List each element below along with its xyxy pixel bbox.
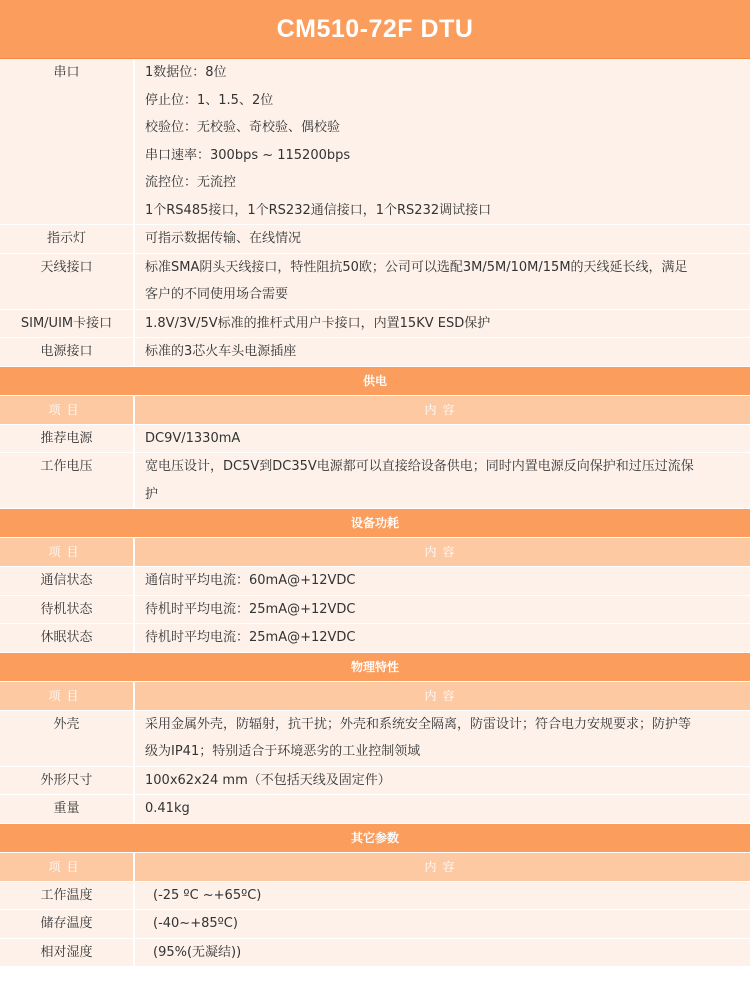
row-content-cell [135,795,750,823]
row-label-cell [0,767,135,795]
row-content-line: 待机时平均电流：25mA@+12VDC [145,630,356,645]
row-content-line: 1.8V/3V/5V标准的推杆式用户卡接口，内置15KV ESD保护 [145,315,491,331]
column-header-item: 项目 [0,853,135,881]
column-header-content: 内容 [135,853,750,881]
row-label-cell [0,338,135,366]
row-label: 串口 [53,65,80,80]
row-content-line: 1个RS485接口，1个RS232通信接口，1个RS232调试接口 [145,202,492,218]
row-label: 推荐电源 [40,430,93,446]
column-header-row [0,682,750,711]
column-header-row [0,396,750,425]
table-row [0,939,750,968]
table-row [0,338,750,367]
row-label: 休眠状态 [40,630,93,645]
table-row [0,767,750,796]
row-label-cell [0,254,135,309]
row-content-cell [135,338,750,366]
table-row [0,596,750,625]
row-label-cell [0,225,135,253]
column-header-item: 项目 [0,682,135,710]
row-content-line: 停止位：1、1.5、2位 [145,92,274,108]
table-row [0,425,750,454]
row-content-line: DC9V/1330mA [145,430,241,446]
row-label: 外形尺寸 [40,772,93,788]
row-content-cell [135,882,750,910]
row-content-line: 通信时平均电流：60mA@+12VDC [145,573,356,588]
table-row [0,310,750,339]
row-content-cell [135,939,750,967]
row-content-line: 护 [145,486,159,502]
row-content-line: 校验位：无校验、奇校验、偶校验 [145,120,341,135]
row-content-line: (95%(无凝结)) [153,944,242,960]
column-header-content: 内容 [135,682,750,710]
row-label: 储存温度 [40,916,93,931]
row-content-line: (-25 ºC ~+65ºC) [153,887,262,903]
row-label-cell [0,453,135,508]
column-header-content: 内容 [135,396,750,424]
row-label-cell [0,596,135,624]
intro-table [0,59,750,367]
row-label-cell [0,310,135,338]
row-label-cell [0,59,135,224]
row-content-cell [135,624,750,652]
row-content-line: 串口速率：300bps ~ 115200bps [145,147,351,163]
row-content-line: 流控位：无流控 [145,175,237,190]
row-label: 待机状态 [40,601,93,617]
row-content-cell [135,59,750,224]
row-content-line: 宽电压设计，DC5V到DC35V电源都可以直接给设备供电；同时内置电源反向保护和过压过流保 [145,459,694,474]
column-header-item: 项目 [0,538,135,566]
row-label-cell [0,567,135,595]
table-row [0,910,750,939]
row-label: 指示灯 [46,231,86,246]
row-content-cell [135,425,750,453]
table-row [0,567,750,596]
row-label: 重量 [53,801,80,816]
row-label-cell [0,795,135,823]
row-content-cell [135,254,750,309]
row-label-cell [0,425,135,453]
row-content-cell [135,910,750,938]
section-title: 设备功耗 [0,509,750,538]
row-content-line: 采用金属外壳，防辐射，抗干扰；外壳和系统安全隔离，防雷设计；符合电力安规要求；防护等 [145,716,692,732]
row-label: 相对湿度 [40,944,93,960]
row-label-cell [0,939,135,967]
row-label: 天线接口 [40,259,93,275]
row-content-line: 100x62x24 mm（不包括天线及固定件） [145,772,391,788]
row-label-cell [0,624,135,652]
table-row [0,59,750,225]
row-content-line: 1数据位：8位 [145,65,227,80]
column-header-row [0,853,750,882]
row-content-cell [135,767,750,795]
section-title: 物理特性 [0,653,750,682]
page-title: CM510-72F DTU [0,0,750,59]
table-row [0,225,750,254]
row-content-line: 可指示数据传输、在线情况 [145,231,302,246]
row-content-line: 标准SMA阴头天线接口，特性阻抗50欧；公司可以选配3M/5M/10M/15M的天线延长线，满足 [145,259,688,275]
row-label: 电源接口 [40,344,93,359]
row-content-line: 客户的不同使用场合需要 [145,287,289,302]
row-content-line: (-40~+85ºC) [153,916,238,931]
row-label: 外壳 [53,716,80,732]
row-content-line: 0.41kg [145,801,190,816]
table-row [0,254,750,310]
column-header-row [0,538,750,567]
table-row [0,795,750,824]
table-row [0,453,750,509]
row-label: 工作电压 [40,459,93,474]
row-content-cell [135,225,750,253]
spec-sections [0,367,750,968]
row-content-cell [135,310,750,338]
row-label: 工作温度 [40,887,93,903]
row-label-cell [0,711,135,766]
row-content-line: 标准的3芯火车头电源插座 [145,344,297,359]
row-content-line: 待机时平均电流：25mA@+12VDC [145,601,356,617]
column-header-content: 内容 [135,538,750,566]
row-label: 通信状态 [40,573,93,588]
row-content-cell [135,711,750,766]
table-row [0,624,750,653]
table-row [0,711,750,767]
row-label-cell [0,882,135,910]
row-content-line: 级为IP41；特别适合于环境恶劣的工业控制领域 [145,744,421,759]
row-content-cell [135,453,750,508]
row-content-cell [135,596,750,624]
row-content-cell [135,567,750,595]
section-title: 其它参数 [0,824,750,853]
row-label: SIM/UIM卡接口 [20,315,113,331]
table-row [0,882,750,911]
column-header-item: 项目 [0,396,135,424]
section-title: 供电 [0,367,750,396]
row-label-cell [0,910,135,938]
